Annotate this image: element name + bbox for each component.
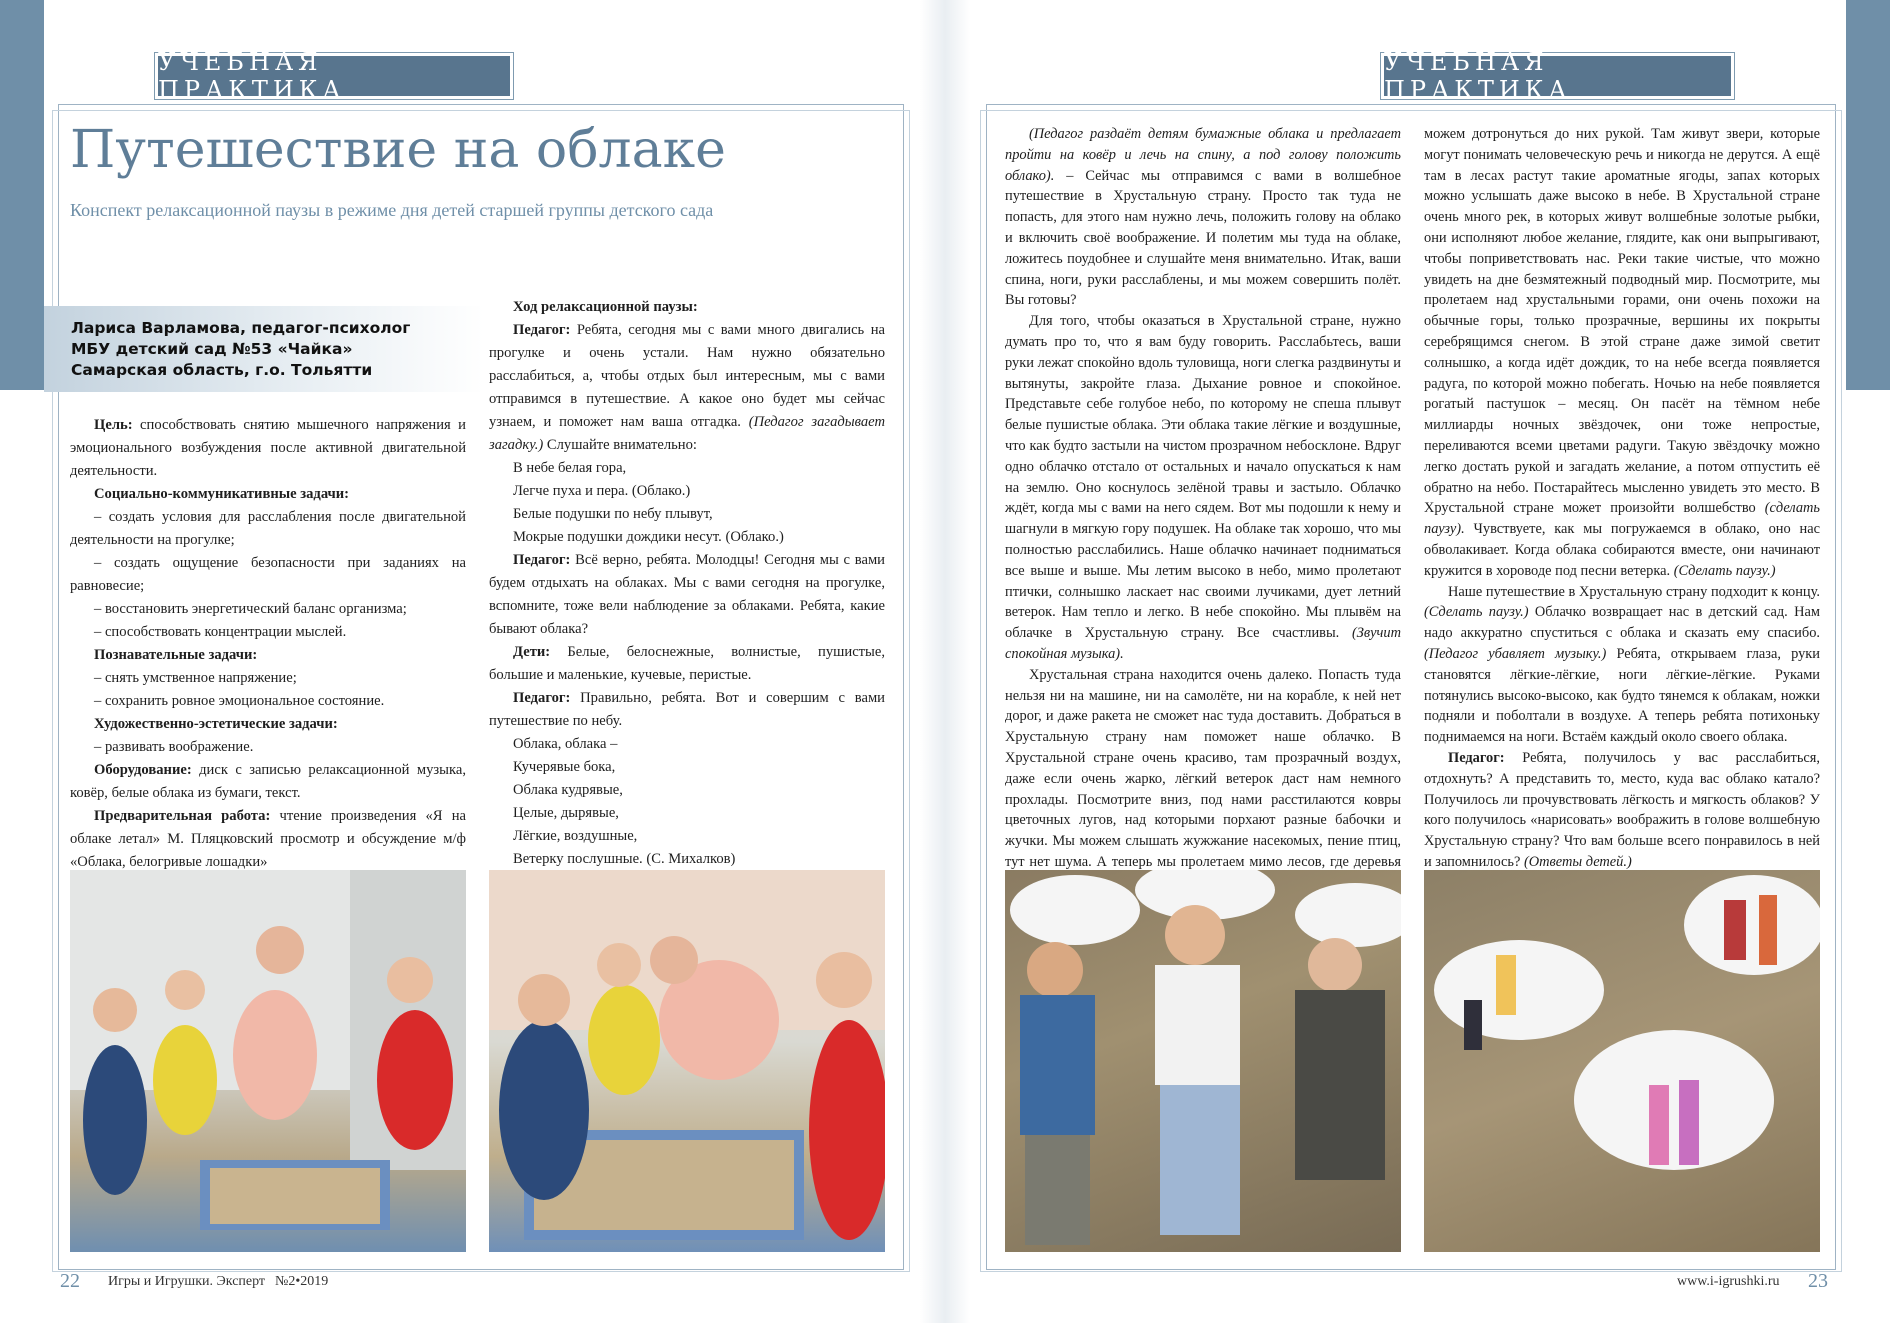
col4-text-3: Ребята, получилось у вас расслабиться, отдохнуть? А представить то, место, куда вас облако катало? Получилось ли прочувствовать лёгкость и мягкость облаков? У кого получилось «нарисовать» воображить в голове волшебную Хрустальную страну? Что вам больше всего понравилось в ней и запомнилось? xyxy=(1424,749,1820,870)
side-accent-bar-left xyxy=(0,0,44,390)
col3-text-2: Для того, чтобы оказаться в Хрустальной стране, нужно думать про то, что я вам буду говорить. Расслабьтесь, ваши руки лежат спокойно вдоль туловища, ноги слегка раздвинуты и вытянуты, закройте глаза. Дыхание ровное и спокойное. Представьте себе голубое небо, по которому не спеша плывут белые пушистые облака. Эти облака такие лёгкие и воздушные, что как будто застыли на чистом прозрачном небосклоне. Вдруг одно облачко отстало от остальных и начало опускаться к нам на землю. Оно коснулось зелёной травы и застыло. Облачко ждёт, когда мы с вами на него сядем. Вот мы подошли к нему и шагнули в мягкую гору подушек. На облаке так хорошо, что мы полностью расслабились. Наше облачко начинает подниматься все выше и выше. Мы летим высоко в небо, мимо пролетают птички, солнышко ласкает нас своими лучиками, дует летний ветерок. Нам тепло и легко. В небе спокойно. Мы плывём на облачке в Хрустальную страну. Все счастливы. xyxy=(1005,313,1401,642)
equipment-label: Оборудование: xyxy=(94,762,192,778)
kids-text: Белые, белоснежные, волнистые, пушистые, большие и маленькие, кучевые, перистые. xyxy=(489,644,885,683)
page-number-right: 23 xyxy=(1808,1270,1828,1292)
author-name: Лариса Варламова, педагог-психолог xyxy=(71,319,411,337)
prep-text: чтение произведения «Я на облаке летал» М. Пляцковский просмотр и обсуждение м/ф «Облака, белогривые лошадки» xyxy=(70,808,466,870)
page-number-left: 22 xyxy=(60,1270,80,1292)
article-title: Путешествие на облаке xyxy=(70,120,726,180)
rubric-left xyxy=(154,48,514,104)
social-task-1: – создать условия для расслабления после двигательной деятельности на прогулке; xyxy=(70,509,466,548)
prep-paragraph xyxy=(70,805,466,874)
cognitive-task-2: – сохранить ровное эмоциональное состояние. xyxy=(94,693,385,709)
teacher-text-1-end: Слушайте внимательно: xyxy=(543,437,697,453)
kids-paragraph xyxy=(489,641,885,687)
photo-3-drawing xyxy=(1005,870,1401,1252)
art-heading-text: Художественно-эстетические задачи: xyxy=(94,716,338,732)
rubric-left-label: УЧЕБНАЯ ПРАКТИКА xyxy=(158,56,510,96)
social-heading xyxy=(70,483,466,506)
footer-site: www.i-igrushki.ru xyxy=(1677,1274,1780,1289)
riddle-line-3: Белые подушки по небу плывут, xyxy=(513,506,713,522)
col4-note-1: (сделать паузу). xyxy=(1424,500,1820,538)
col4-text-1: можем дотронуться до них рукой. Там живут звери, которые могут понимать человеческую речь и никогда не дерутся. А ещё там в лесах растут такие ароматные ягоды, запах которых можно услышать даже высоко в небе. В Хрустальной стране очень много рек, в которых живут волшебные золотые рыбки, они исполняют любое желание, глядите, как они выпрыгивают, чтобы поприветствовать нас. Реки такие чистые, что можно увидеть на дне безмятежный подводный мир. Посмотрите, мы пролетаем над хрустальными горами, они очень похожи на обычные горы, только прозрачные, вершины их покрыты серебрящимся снегом. В этой стране даже зимой светит солнышко, а когда идёт дождик, то на небе всегда появляется радуга, по которой можно побегать. Ночью на небе появляется рогатый пастушок – месяц. Он пасёт на тёмном небе миллиарды ночных звёздочек, они тоже непростые, переливаются всеми цветами радуги. Такую звёздочку можно легко достать рукой и загадать желание, а потом отпустить её обратно на небо. Постарайтесь мысленно увидеть это место. В Хрустальной стране может произойти волшебство xyxy=(1424,126,1820,517)
photo-4-drawing xyxy=(1424,870,1820,1252)
photo-2-drawing xyxy=(489,870,885,1252)
verse-line-4: Целые, дырявые, xyxy=(513,805,619,821)
col3-paragraph-3: Хрустальная страна находится очень далеко. Попасть туда нельзя ни на машине, ни на самолёте, ни на корабле, к ней нет дорог, и даже ракета не сможет нас туда доставить. Добраться в Хрустальную страну нам поможет наше облачко. В Хрустальной стране очень красиво, там прозрачный воздух, даже если очень жарко, лёгкий ветерок даст нам немного прохлады. Посмотрите вниз, под нами расстилаются ковры цветочных лугов, над которыми порхают разные бабочки и жучки. Мы можем слышать жужжание насекомых, пение птиц, тут нет шума. А теперь мы пролетаем мимо лесов, где деревья xyxy=(1005,666,1401,870)
photo-1-drawing xyxy=(70,870,466,1252)
riddle-line-1: В небе белая гора, xyxy=(513,460,627,476)
col4-paragraph-2 xyxy=(1424,582,1820,748)
photo-teacher-sandbox-1 xyxy=(70,870,466,1252)
col4-note-3: (Ответы детей.) xyxy=(1523,853,1632,870)
col3-note-1: (Педагог раздаёт детям бумажные облака и предлагает пройти на ковёр и лечь на спину, а под голову положить облако). xyxy=(1005,126,1401,184)
col4-text-1b: Чувствуете, как мы погружаемся в облако, оно нас обволакивает. Когда облака собираются вместе, они начинают кружится в хороводе под песни ветерка. xyxy=(1424,521,1820,579)
rubric-right-label: УЧЕБНАЯ ПРАКТИКА xyxy=(1384,56,1731,96)
cognitive-heading-text: Познавательные задачи: xyxy=(94,647,258,663)
verse-line-6: Ветерку послушные. (С. Михалков) xyxy=(513,851,736,867)
author-organization: МБУ детский сад №53 «Чайка» xyxy=(71,340,353,358)
col3-paragraph-1 xyxy=(1005,124,1401,311)
verse-line-5: Лёгкие, воздушные, xyxy=(513,828,638,844)
col4-paragraph-3 xyxy=(1424,748,1820,873)
teacher-label: Педагог: xyxy=(513,552,571,568)
verse-line-2: Кучерявые бока, xyxy=(513,759,616,775)
teacher-text-1: Ребята, сегодня мы с вами много двигались на прогулке и очень устали. Нам нужно обязательно расслабиться, а, чтобы отдых был интересным, мы с вами отправимся в путешествие. А какое оно будет мы сейчас узнаем, и поможет нам ваша отгадка. xyxy=(489,322,885,430)
author-location: Самарская область, г.о. Тольятти xyxy=(71,361,373,379)
column-1 xyxy=(70,414,466,874)
rubric-right xyxy=(1380,48,1735,104)
social-task-3: – восстановить энергетический баланс организма; xyxy=(94,601,407,617)
author-block xyxy=(44,306,484,392)
goal-label: Цель: xyxy=(94,417,133,433)
footer-issue: №2•2019 xyxy=(275,1274,329,1289)
teacher-paragraph-2 xyxy=(489,549,885,641)
teacher-label: Педагог: xyxy=(1448,749,1505,766)
col4-text-2: Наше путешествие в Хрустальную страну подходит к концу. xyxy=(1448,583,1820,600)
column-4 xyxy=(1424,124,1820,873)
col3-note-2: (Звучит спокойная музыка). xyxy=(1005,625,1401,662)
cognitive-task-1: – снять умственное напряжение; xyxy=(94,670,297,686)
teacher-text-2: Всё верно, ребята. Молодцы! Сегодня мы с вами будем отдыхать на облаках. Мы с вами сегодня на прогулке, вспомните, тоже вели наблюдение за облаками. Ребята, какие бывают облака? xyxy=(489,552,885,637)
article-subtitle: Конспект релаксационной паузы в режиме дня детей старшей группы детского сада xyxy=(70,200,714,220)
col4-paragraph-1 xyxy=(1424,124,1820,582)
column-2 xyxy=(489,296,885,871)
teacher-label: Педагог: xyxy=(513,322,571,338)
col4-text-2c: Ребята, открываем глаза, руки становятся лёгкие-лёгкие, ноги лёгкие-лёгкие. Руками потянулись высоко-высоко, как будто тянемся к облакам, ножки подняли и поболтали в воздухе. А теперь ребята потихоньку поднимаемся на ноги. Встаём каждый около своего облака. xyxy=(1424,645,1820,746)
social-heading-text: Социально-коммуникативные задачи: xyxy=(94,486,350,502)
procedure-heading-text: Ход релаксационной паузы: xyxy=(513,299,698,315)
teacher-note-1: (Педагог загадывает загадку.) xyxy=(489,414,885,453)
social-task-2: – создать ощущение безопасности при заданиях на равновесие; xyxy=(70,555,466,594)
col4-text-2b: Облачко возвращает нас в детский сад. Нам надо аккуратно спуститься с облака и сказать ему спасибо. xyxy=(1424,604,1820,642)
kids-label: Дети: xyxy=(513,644,551,660)
cognitive-heading xyxy=(70,644,466,667)
goal-text: способствовать снятию мышечного напряжения и эмоционального возбуждения после активной двигательной деятельности. xyxy=(70,417,466,479)
teacher-label: Педагог: xyxy=(513,690,571,706)
art-heading xyxy=(70,713,466,736)
equipment-text: диск с записью релаксационной музыка, ковёр, белые облака из бумаги, текст. xyxy=(70,762,466,801)
teacher-paragraph-3 xyxy=(489,687,885,733)
col3-paragraph-2 xyxy=(1005,311,1401,665)
goal-paragraph xyxy=(70,414,466,483)
procedure-heading xyxy=(489,296,885,319)
verse-line-3: Облака кудрявые, xyxy=(513,782,623,798)
photo-toys-clouds xyxy=(1424,870,1820,1252)
side-accent-bar-right xyxy=(1846,0,1890,390)
photo-teacher-sandbox-2 xyxy=(489,870,885,1252)
riddle-line-4: Мокрые подушки дождики несут. (Облако.) xyxy=(513,529,784,545)
col4-note-2: (Сделать паузу.) xyxy=(1424,604,1529,621)
equipment-paragraph xyxy=(70,759,466,805)
column-3 xyxy=(1005,124,1401,893)
teacher-text-3: Правильно, ребята. Вот и совершим с вами путешествие по небу. xyxy=(489,690,885,729)
col3-text-1: – Сейчас мы отправимся с вами в волшебное путешествие в Хрустальную страну. Просто так туда не попасть, для этого нам нужно лечь, положить голову на облако и включить своё воображение. И полетим мы туда на облаке, ложитесь поудобнее и слушайте меня внимательно. Итак, ваши спина, ноги, руки расслаблены, и мы можем совершить полёт. Вы готовы? xyxy=(1005,167,1401,309)
riddle-line-2: Легче пуха и пера. (Облако.) xyxy=(513,483,691,499)
social-task-4: – способствовать концентрации мыслей. xyxy=(94,624,347,640)
col4-note-2b: (Педагог убавляет музыку.) xyxy=(1424,645,1607,662)
footer-magazine: Игры и Игрушки. Эксперт xyxy=(108,1274,266,1289)
page-gutter xyxy=(920,0,970,1323)
col4-note-1b: (Сделать паузу.) xyxy=(1673,562,1776,579)
art-task-1: – развивать воображение. xyxy=(94,739,254,755)
prep-label: Предварительная работа: xyxy=(94,808,271,824)
photo-children-lying xyxy=(1005,870,1401,1252)
teacher-paragraph-1 xyxy=(489,319,885,457)
verse-line-1: Облака, облака – xyxy=(513,736,618,752)
